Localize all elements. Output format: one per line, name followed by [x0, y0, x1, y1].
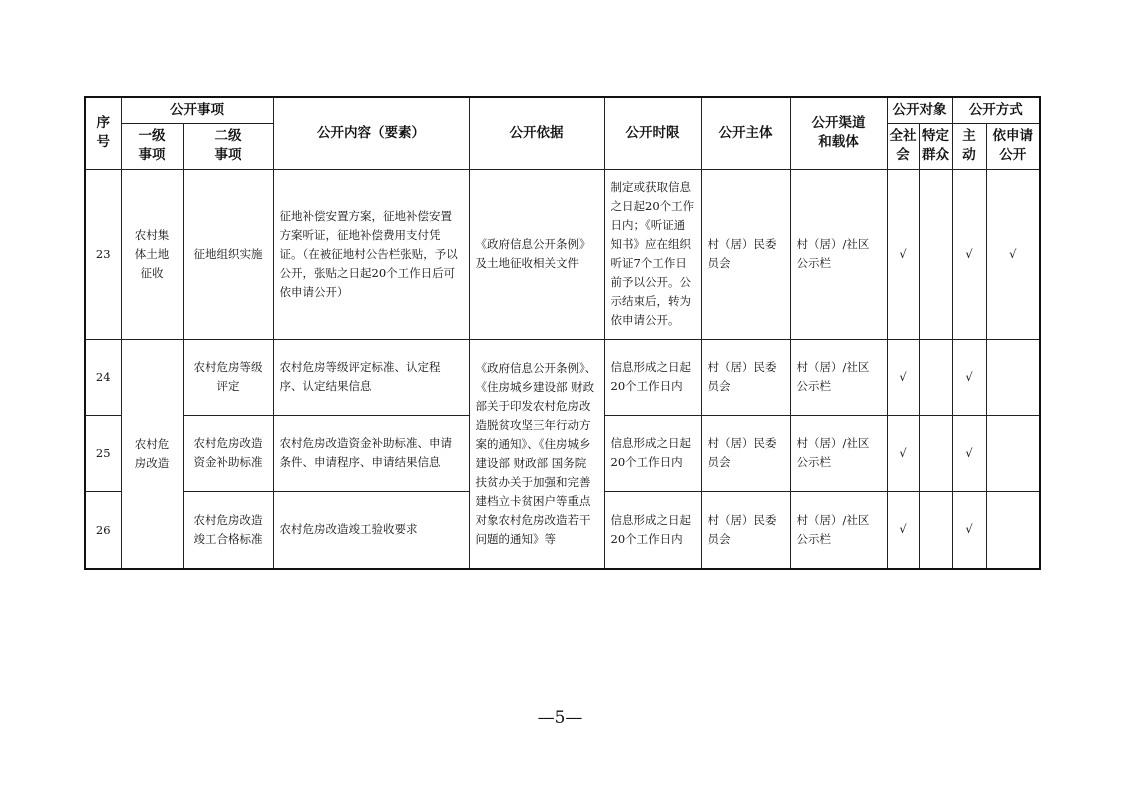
row-channel: 村（居）/社区公示栏	[790, 339, 887, 415]
header-channel: 公开渠道 和载体	[790, 97, 887, 169]
disclosure-table	[84, 96, 1041, 570]
row-content: 农村危房改造资金补助标准、申请条件、申请程序、申请结果信息	[273, 415, 469, 491]
row-time-limit: 制定或获取信息之日起20个工作日内；《听证通知书》应在组织听证7个工作日前予以公开。公示结束后，转为依申请公开。	[604, 169, 701, 339]
row-method-active: √	[952, 339, 986, 415]
row-method-active: √	[952, 491, 986, 569]
row-method-request	[986, 491, 1040, 569]
header-method-group: 公开方式	[952, 97, 1040, 123]
header-method-request: 依申请 公开	[986, 123, 1040, 169]
row-seq: 24	[85, 339, 121, 415]
row-target-all: √	[887, 339, 919, 415]
row-target-all: √	[887, 491, 919, 569]
row-content: 征地补偿安置方案，征地补偿安置方案听证，征地补偿费用支付凭证。（在被征地村公告栏张贴，予以公开，张贴之日起20个工作日后可依申请公开）	[273, 169, 469, 339]
row-time-limit: 信息形成之日起20个工作日内	[604, 339, 701, 415]
header-target-group: 公开对象	[887, 97, 952, 123]
row-content: 农村危房改造竣工验收要求	[273, 491, 469, 569]
row-seq: 25	[85, 415, 121, 491]
row-channel: 村（居）/社区公示栏	[790, 169, 887, 339]
row-subject: 村（居）民委员会	[701, 415, 790, 491]
row-seq: 23	[85, 169, 121, 339]
header-basis: 公开依据	[469, 97, 604, 169]
row-basis: 《政府信息公开条例》及土地征收相关文件	[469, 169, 604, 339]
row-subject: 村（居）民委员会	[701, 339, 790, 415]
row-level2: 农村危房改造 竣工合格标准	[183, 491, 273, 569]
row-subject: 村（居）民委员会	[701, 491, 790, 569]
row-target-specific	[919, 169, 952, 339]
row-subject: 村（居）民委员会	[701, 169, 790, 339]
header-method-active: 主 动	[952, 123, 986, 169]
header-level1: 一级 事项	[121, 123, 183, 169]
row-target-specific	[919, 339, 952, 415]
header-seq: 序 号	[85, 97, 121, 169]
row-channel: 村（居）/社区公示栏	[790, 491, 887, 569]
row-level2: 征地组织实施	[183, 169, 273, 339]
page-number: —5—	[537, 708, 583, 728]
row-level2: 农村危房改造 资金补助标准	[183, 415, 273, 491]
row-target-all: √	[887, 415, 919, 491]
row-content: 农村危房等级评定标准、认定程序、认定结果信息	[273, 339, 469, 415]
row-target-specific	[919, 415, 952, 491]
header-level2: 二级 事项	[183, 123, 273, 169]
header-content: 公开内容（要素）	[273, 97, 469, 169]
row-method-request: √	[986, 169, 1040, 339]
row-time-limit: 信息形成之日起20个工作日内	[604, 491, 701, 569]
row-method-request	[986, 415, 1040, 491]
table-row	[85, 169, 1040, 339]
header-item-group: 公开事项	[121, 97, 273, 123]
row-seq: 26	[85, 491, 121, 569]
table-row	[85, 339, 1040, 415]
row-target-all: √	[887, 169, 919, 339]
header-time-limit: 公开时限	[604, 97, 701, 169]
row-channel: 村（居）/社区公示栏	[790, 415, 887, 491]
row-method-active: √	[952, 415, 986, 491]
row-method-active: √	[952, 169, 986, 339]
row-time-limit: 信息形成之日起20个工作日内	[604, 415, 701, 491]
header-target-specific: 特定 群众	[919, 123, 952, 169]
row-target-specific	[919, 491, 952, 569]
row-method-request	[986, 339, 1040, 415]
row-level2: 农村危房等级 评定	[183, 339, 273, 415]
header-subject: 公开主体	[701, 97, 790, 169]
row-basis-merged: 《政府信息公开条例》、《住房城乡建设部 财政部关于印发农村危房改造脱贫攻坚三年行动方案的通知》、《住房城乡建设部 财政部 国务院扶贫办关于加强和完善建档立卡贫困户等重点对象农村危房改造若干问题的通知》等	[469, 339, 604, 569]
row-level1: 农村集 体土地 征收	[121, 169, 183, 339]
row-level1-merged: 农村危 房改造	[121, 339, 183, 569]
header-target-all: 全社 会	[887, 123, 919, 169]
